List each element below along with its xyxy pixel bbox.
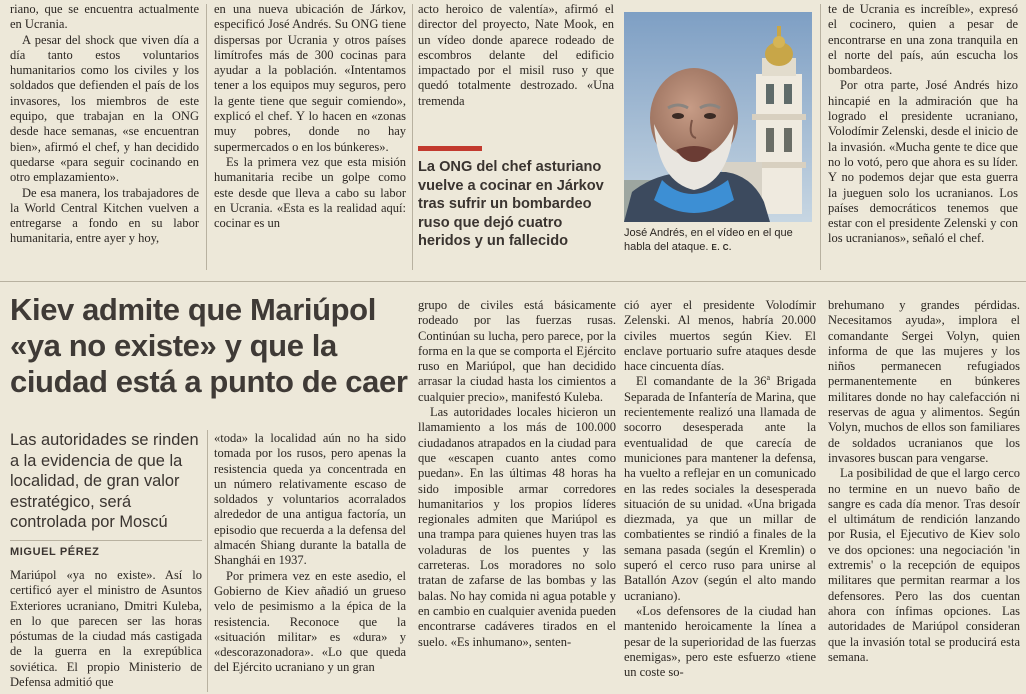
bottom-column-3 (418, 298, 616, 694)
paragraph: grupo de civiles está básicamente rodeado por las fuerzas rusas. Continúan su lucha, pero parece, por la forma en la que se comporta el Ejército ruso en Mariúpol, que han decidido arrasar la ciudad hasta los cimientos a cualquier precio», manifestó Kuleba. (418, 298, 616, 404)
text-run: Brigada Separada de Infantería de Marina, que recientemente realizó una llamada de socorro desesperada ante la eventualidad de que carecía de municiones para mantener la defensa, ha vuelto a reflejar en un comunicado en las redes sociales la desesperada situación de su unidad. «Una brigada diezmada, ya que un millar de combatientes se rindió a finales de la semana pasada (según el Kremlin) o superó el cerco ruso para unirse al Batallón Azov (según el alto mando ucraniano). (624, 374, 816, 603)
paragraph: Es la primera vez que esta misión humanitaria recibe un golpe como este desde que lleva a cabo su labor en Ucrania. «Esta es la realidad aquí: cocinar es un (214, 154, 406, 231)
paragraph: acto heroico de valentía», afirmó el director del proyecto, Nate Mook, en un vídeo donde aparece rodeado de escombros delante del edificio impactado por el misil ruso y que quedó totalmente destrozado. «Una tremenda (418, 2, 614, 108)
top-column-3 (418, 2, 614, 126)
top-column-2 (214, 2, 406, 278)
paragraph: Por otra parte, José Andrés hizo hincapié en la admiración que ha logrado el presidente ucraniano, Volodímir Zelenski, desde el inicio de la invasión. «Mucha gente te dice que no lo votó, pero que ahora es su líder. Y no podemos dejar que esta guerra la jueguen solo los ucranianos. Los países democráticos tenemos que estar con el presidente Zelenski y con los ucranianos», señaló el chef. (828, 78, 1018, 246)
deck: Las autoridades se rinden a la evidencia de que la localidad, de gran valor estratégico, será controlada por Moscú (10, 431, 199, 531)
bottom-column-2 (214, 431, 406, 694)
paragraph: De esa manera, los trabajadores de la World Central Kitchen vuelven a entregarse a fondo en su labor humanitaria, entre ayer y hoy, (10, 185, 199, 246)
paragraph: La posibilidad de que el largo cerco no termine en un nuevo baño de sangre es cada día menor. Tras desoír el ultimátum de rendición lanzando por Rusia, el Ejecutivo de Kiev solo ve dos opciones: una negociación 'in extremis' o la recepción de equipos militares que permitan rearmar a los defensores. Pero las dos cuentan ahora con ínfimas opciones. Las autoridades de Mariúpol consideran que la invasión total se producirá esta semana. (828, 466, 1020, 664)
paragraph: Por primera vez en este asedio, el Gobierno de Kiev añadió un grueso velo de pesimismo a la épica de la resistencia. Reconoce que la «situación militar» es «dura» y «descorazonadora». «Lo que queda del Ejército ucraniano y un gran (214, 568, 406, 675)
column-divider (820, 4, 821, 270)
paragraph: Las autoridades locales hicieron un llamamiento a los más de 100.000 ciudadanos atrapados en la ciudad para que «escapen cuanto antes como puedan». En las últimas 48 horas ha sido imposible armar corredores humanitarios y los propios líderes regionales admiten que Mariúpol es una trampa para quienes huyen tras las voladuras de los puentes y las carreteras. Los moradores no solo tratan de zafarse de las bombas y las balas. No hay comida ni agua potable y en cambio en cualquier avenida pueden encontrarse cadáveres tirados en el suelo. «Es inhumano», senten- (418, 405, 616, 649)
photo-jose-andres (624, 12, 812, 222)
paragraph: Mariúpol «ya no existe». Así lo certificó ayer el ministro de Asuntos Exteriores ucraniano, Dmitri Kuleba, en lo que parecen ser las horas póstumas de la ciudad más castigada de la guerra en la exrepública soviética. El propio Ministerio de Defensa admitió que (10, 568, 202, 690)
top-column-1 (10, 2, 199, 278)
photo-credit: E. C. (711, 243, 732, 252)
pull-quote-accent (418, 146, 482, 151)
top-column-5 (828, 2, 1018, 264)
paragraph: A pesar del shock que viven día a día tanto estos voluntarios humanitarios como los civiles y los soldados que defienden el país de los invasores, los miembros de este equipo, que trabajan en la ONG desde hace semanas, «se encuentran bien», afirmó el chef, y han decidido quedarse «para seguir cocinando en otro emplazamiento». (10, 32, 199, 185)
superscript: a (766, 373, 771, 383)
photo-illustration (624, 12, 812, 222)
byline: MIGUEL PÉREZ (10, 546, 100, 558)
paragraph: en una nueva ubicación de Járkov, especificó José Andrés. Su ONG tiene dispersas por Ucrania y otros países limítrofes más de 300 cocinas para ayudar a la población. «Intentamos tener a los equipos muy seguros, pero la gente tiene que seguir comiendo», explicó el chef. Y lo hacen en «zonas muy pobres, donde no hay supermercados o en los búnkeres». (214, 2, 406, 154)
byline-rule (10, 540, 202, 541)
column-divider (206, 4, 207, 270)
text-run: El comandante de la 36 (636, 374, 767, 389)
pull-quote: La ONG del chef asturiano vuelve a cocinar en Járkov tras sufrir un bombardeo ruso que dejó cuatro heridos y un fallecido (418, 159, 604, 249)
column-divider (412, 4, 413, 270)
caption-text: José Andrés, en el vídeo en el que habla del ataque. (624, 227, 793, 253)
photo-caption (624, 226, 814, 255)
paragraph: riano, que se encuentra actualmente en Ucrania. (10, 2, 199, 32)
bottom-column-5 (828, 298, 1020, 694)
section-divider (0, 281, 1026, 282)
bottom-column-1 (10, 568, 202, 694)
paragraph: brehumano y grandes pérdidas. Necesitamos ayuda», implora el comandante Sergei Volyn, quien informa de que las mujeres y los niños permanecen refugiados permanentemente en búnkeres militares donde no hay calefacción ni reservas de agua y alimentos. Según Volyn, muchos de ellos son familiares de soldados ucranianos que los invasores buscan para vengarse. (828, 298, 1020, 465)
paragraph: «toda» la localidad aún no ha sido tomada por los rusos, pero apenas la resistencia queda ya concentrada en un número relativamente escaso de soldados y voluntarios acorralados alrededor de una antigua factoría, un episodio que recuerda a la defensa del almacén Shiang durante la batalla de Shanghái en 1937. (214, 431, 406, 568)
bottom-column-4 (624, 298, 816, 694)
column-divider (207, 430, 208, 692)
paragraph: «Los defensores de la ciudad han mantenido heroicamente la línea a pesar de la superioridad de las fuerzas enemigas», pero este esfuerzo «tiene un coste so- (624, 603, 816, 680)
paragraph: ció ayer el presidente Volodímir Zelenski. Al menos, habría 20.000 civiles muertos según Kiev. El enclave portuario sufre ataques desde hace cincuenta días. (624, 298, 816, 374)
headline: Kiev admite que Mariúpol «ya no existe» y que la ciudad está a punto de caer (10, 292, 408, 399)
paragraph (624, 374, 816, 603)
paragraph: te de Ucrania es increíble», expresó el cocinero, quien a pesar de encontrarse en una zona tranquila en el norte del país, aún escucha los bombardeos. (828, 2, 1018, 78)
